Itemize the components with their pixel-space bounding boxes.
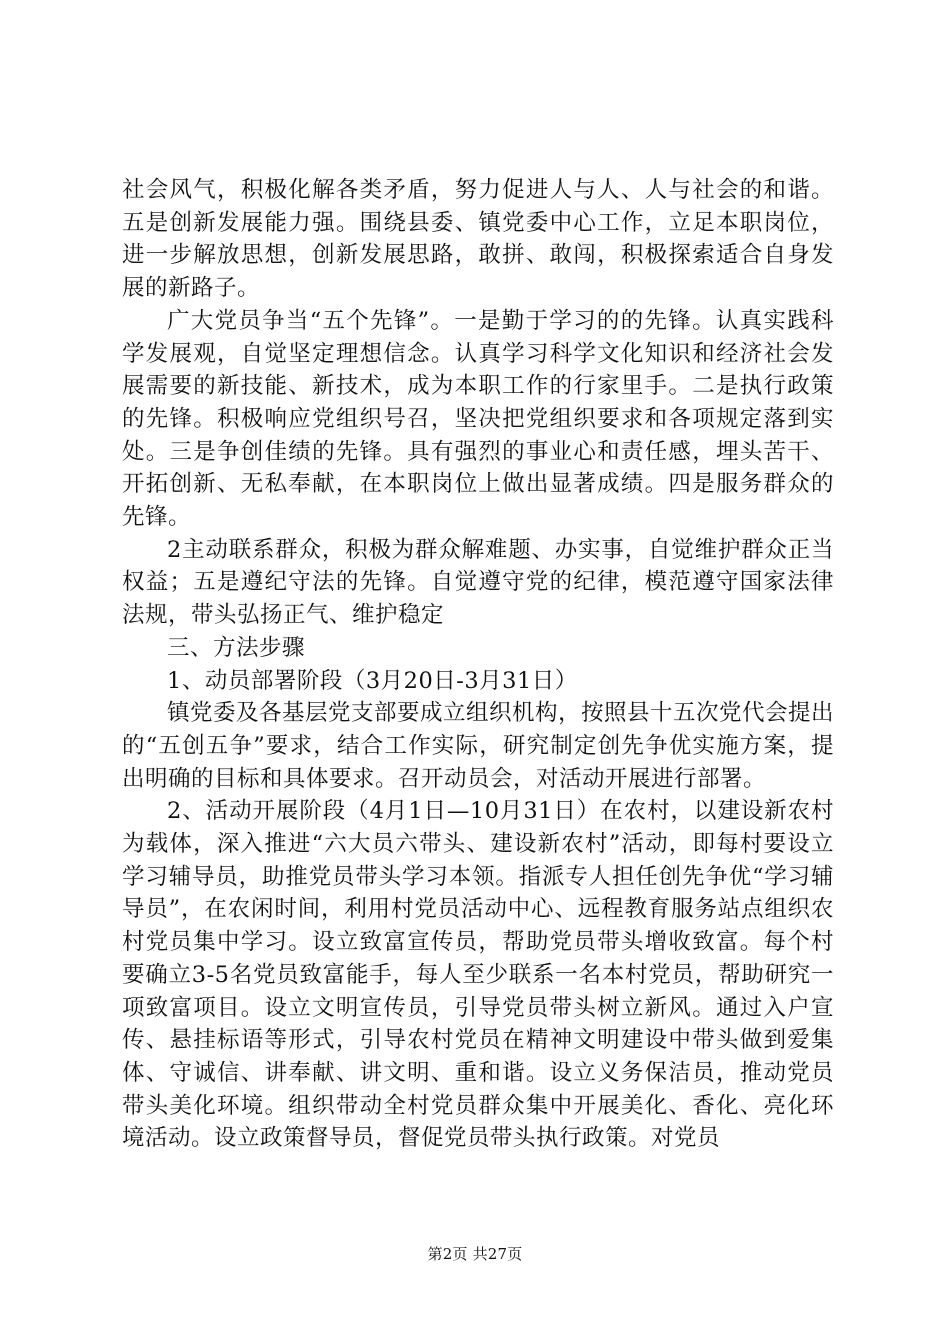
paragraph-3: 2主动联系群众，积极为群众解难题、办实事，自觉维护群众正当权益；五是遵纪守法的先锋。自觉遵守党的纪律，模范遵守国家法律法规，带头弘扬正气、维护稳定 [122, 536, 834, 629]
stage-1-heading: 1、动员部署阶段（3月20日-3月31日） [167, 667, 578, 694]
document-body [122, 174, 834, 1155]
paragraph-6: 镇党委及各基层党支部要成立组织机构，按照县十五次党代会提出的“五创五争”要求，结合工作实际，研究制定创先争优实施方案，提出明确的目标和具体要求。召开动员会，对活动开展进行部署。 [122, 700, 835, 792]
paragraph-7: 2、活动开展阶段（4月1日—10月31日）在农村，以建设新农村为载体，深入推进“六大员六带头、建设新农村”活动，即每村要设立学习辅导员，助推党员带头学习本领。指派专人担任创先争优“学习辅导员”，在农闲时间，利用村党员活动中心、远程教育服务站点组织农村党员集中学习。设立致富宣传员，帮助党员带头增收致富。每个村要确立3-5名党员致富能手，每人至少联系一名本村党员，帮助研究一项致富项目。设立文明宣传员，引导党员带头树立新风。通过入户宣传、悬挂标语等形式，引导农村党员在精神文明建设中带头做到爱集体、守诚信、讲奉献、讲文明、重和谐。设立义务保洁员，推动党员带头美化环境。组织带动全村党员群众集中开展美化、香化、亮化环境活动。设立政策督导员，督促党员带头执行政策。对党员 [122, 798, 834, 1152]
section-heading-methods: 三、方法步骤 [167, 634, 306, 661]
paragraph-1: 社会风气，积极化解各类矛盾，努力促进人与人、人与社会的和谐。五是创新发展能力强。围绕县委、镇党委中心工作，立足本职岗位，进一步解放思想，创新发展思路，敢拼、敢闯，积极探索适合自身发展的新路子。 [122, 177, 834, 302]
paragraph-2: 广大党员争当“五个先锋”。一是勤于学习的的先锋。认真实践科学发展观，自觉坚定理想信念。认真学习科学文化知识和经济社会发展需要的新技能、新技术，成为本职工作的行家里手。二是执行政策的先锋。积极响应党组织号召，坚决把党组织要求和各项规定落到实处。三是争创佳绩的先锋。具有强烈的事业心和责任感，埋头苦干、开拓创新、无私奉献，在本职岗位上做出显著成绩。四是服务群众的先锋。 [122, 307, 834, 531]
page-footer: 第2页 共27页 [427, 1245, 523, 1263]
